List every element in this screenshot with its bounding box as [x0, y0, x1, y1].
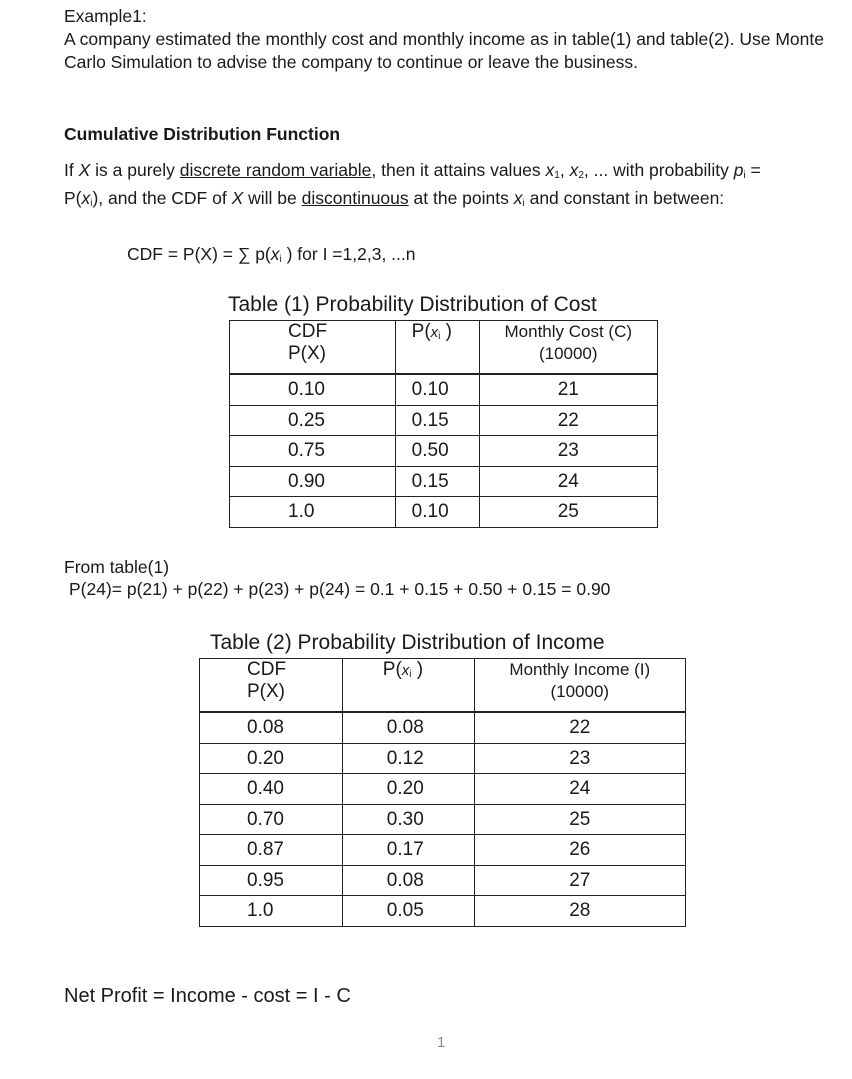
table-row [200, 896, 686, 927]
value-cell: 24 [479, 466, 657, 497]
example-title: Example1: [64, 6, 147, 26]
cdf-cell: 0.25 [230, 405, 396, 436]
value-cell: 25 [474, 804, 685, 835]
formula-text: ) for I =1,2,3, ...n [281, 244, 416, 264]
cdf-paragraph [64, 159, 804, 215]
table1-caption: Table (1) Probability Distribution of Cost [228, 293, 597, 316]
value-header-line1: Monthly Cost (C) [504, 322, 633, 341]
cdf-cell: 0.40 [200, 774, 343, 805]
section-heading: Cumulative Distribution Function [64, 124, 341, 144]
prob-cell: 0.10 [395, 497, 479, 528]
cdf-cell: 0.10 [230, 374, 396, 405]
para-text: = P( [64, 160, 761, 208]
prob-cell: 0.17 [342, 835, 474, 866]
prob-cell: 0.50 [395, 436, 479, 467]
para-text: and constant in between: [524, 188, 725, 208]
cdf-cell: 0.90 [230, 466, 396, 497]
var-x1: x [545, 160, 555, 180]
var-x: X [231, 188, 244, 208]
discrete-random-variable-link[interactable]: discrete random variable [179, 160, 372, 180]
table-row [200, 743, 686, 774]
table-header-row [230, 321, 658, 375]
subscript: i [438, 331, 441, 342]
prob-header-text: ) [440, 321, 453, 342]
intro-block [64, 5, 824, 74]
value-cell: 24 [474, 774, 685, 805]
subscript: i [743, 170, 746, 181]
value-cell: 25 [479, 497, 657, 528]
cdf-header [230, 321, 396, 375]
var-xi: x [513, 188, 523, 208]
cdf-cell: 0.95 [200, 865, 343, 896]
para-text: , ... with probability [583, 160, 734, 180]
var-x: x [401, 662, 410, 679]
var-x2: x [569, 160, 579, 180]
table-row [200, 865, 686, 896]
prob-header [395, 321, 479, 375]
var-x: X [78, 160, 91, 180]
value-header-line2: (10000) [538, 344, 598, 363]
para-text: ), and the CDF of [92, 188, 232, 208]
prob-cell: 0.20 [342, 774, 474, 805]
probability-calculation: P(24)= p(21) + p(22) + p(23) + p(24) = 0.1 + 0.15 + 0.50 + 0.15 = 0.90 [69, 579, 611, 599]
value-cell: 27 [474, 865, 685, 896]
value-cell: 23 [479, 436, 657, 467]
table-row [200, 804, 686, 835]
table-row [230, 405, 658, 436]
var-x: x [430, 324, 439, 341]
value-cell: 28 [474, 896, 685, 927]
cdf-cell: 0.75 [230, 436, 396, 467]
subscript: i [90, 198, 93, 209]
cdf-cell: 0.08 [200, 712, 343, 743]
para-text: , [559, 160, 570, 180]
prob-header-text: P( [382, 659, 402, 680]
intro-text: A company estimated the monthly cost and monthly income as in table(1) and table(2). Use Monte Carlo Simulation to advise the company to continue or leave the business. [64, 29, 824, 72]
formula-text: CDF = P(X) = ∑ p( [127, 244, 271, 264]
value-header-line1: Monthly Income (I) [509, 660, 651, 679]
table-header-row [200, 659, 686, 713]
table2-caption: Table (2) Probability Distribution of Income [210, 631, 605, 654]
prob-cell: 0.05 [342, 896, 474, 927]
para-text: will be [243, 188, 302, 208]
subscript: i [409, 669, 412, 680]
income-table [199, 658, 686, 927]
subscript: i [522, 198, 525, 209]
cdf-cell: 0.20 [200, 743, 343, 774]
cdf-formula [127, 244, 416, 265]
var-pi: p [733, 160, 744, 180]
from-table-label: From table(1) [64, 557, 170, 577]
prob-cell: 0.08 [342, 712, 474, 743]
prob-cell: 0.08 [342, 865, 474, 896]
value-header-line2: (10000) [550, 682, 610, 701]
table-row [200, 774, 686, 805]
cdf-header-line1: CDF [288, 321, 328, 342]
prob-cell: 0.10 [395, 374, 479, 405]
var-x: x [270, 244, 280, 264]
value-header [479, 321, 657, 375]
prob-cell: 0.15 [395, 466, 479, 497]
para-text: , then it attains values [371, 160, 546, 180]
table-row [230, 466, 658, 497]
prob-cell: 0.30 [342, 804, 474, 835]
subscript: 1 [554, 170, 560, 181]
cdf-header [200, 659, 343, 713]
var-xi: x [81, 188, 91, 208]
value-cell: 26 [474, 835, 685, 866]
prob-header-text: ) [411, 659, 424, 680]
value-cell: 22 [474, 712, 685, 743]
cdf-cell: 0.70 [200, 804, 343, 835]
cdf-header-line2: P(X) [247, 681, 285, 702]
subscript: i [279, 254, 282, 265]
para-text: at the points [408, 188, 514, 208]
prob-header [342, 659, 474, 713]
cost-table [229, 320, 658, 528]
cdf-header-line1: CDF [247, 659, 287, 680]
cdf-cell: 0.87 [200, 835, 343, 866]
cdf-cell: 1.0 [200, 896, 343, 927]
page-number: 1 [437, 1034, 446, 1051]
cdf-header-line2: P(X) [288, 343, 326, 364]
cdf-cell: 1.0 [230, 497, 396, 528]
table-row [230, 436, 658, 467]
table-row [230, 497, 658, 528]
para-text: If [64, 160, 79, 180]
table-row [200, 835, 686, 866]
para-text: is a purely [90, 160, 180, 180]
prob-cell: 0.15 [395, 405, 479, 436]
value-cell: 22 [479, 405, 657, 436]
value-header [474, 659, 685, 713]
prob-cell: 0.12 [342, 743, 474, 774]
table-row [230, 374, 658, 405]
discontinuous-link[interactable]: discontinuous [301, 188, 409, 208]
net-profit-formula: Net Profit = Income - cost = I - C [64, 985, 351, 1007]
value-cell: 21 [479, 374, 657, 405]
value-cell: 23 [474, 743, 685, 774]
prob-header-text: P( [411, 321, 431, 342]
table-row [200, 712, 686, 743]
subscript: 2 [578, 170, 584, 181]
